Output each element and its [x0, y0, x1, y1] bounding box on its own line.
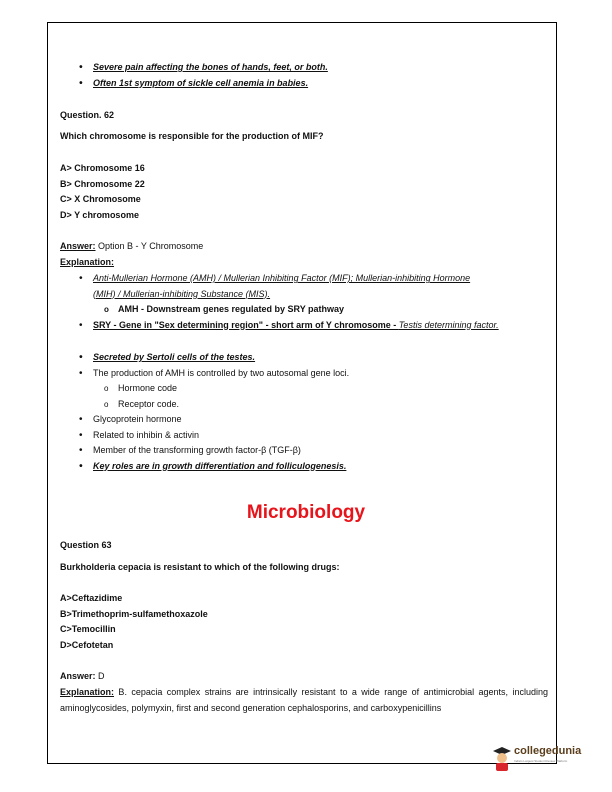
collegedunia-logo[interactable] [492, 745, 592, 775]
top-bullet-list [60, 60, 548, 91]
list-item [60, 318, 548, 334]
question-62-text: Which chromosome is responsible for the production of MIF? [60, 131, 324, 141]
list-item: • Related to inhibin & activin [60, 428, 548, 444]
option-a: A> Chromosome 16 [60, 163, 145, 173]
option-d: D>Cefotetan [60, 639, 114, 650]
question-62-options [60, 161, 548, 223]
answer-62 [60, 239, 548, 255]
explanation-62-label: Explanation: [60, 257, 115, 267]
explanation-text: B. cepacia complex strains are intrinsically resistant to a wide range of antimicrobial agents, including aminoglycosides, polymyxin, first and second generation cephalosporins, and carboxypenicillins [60, 687, 548, 713]
explanation-62-list [60, 271, 548, 333]
answer-value: Option B - Y Chromosome [95, 241, 204, 251]
option-c: C>Temocillin [60, 624, 116, 634]
list-item: • Often 1st symptom of sickle cell anemia in babies. [60, 76, 548, 92]
list-item-text: SRY - Gene in "Sex determining region" - short arm of Y chromosome - [93, 319, 399, 330]
list-item-text: Testis determining factor. [398, 319, 499, 330]
answer-label: Answer: [60, 671, 96, 681]
logo-tagline: India's Largest Student Review Platform [514, 759, 568, 763]
section-title: Microbiology [246, 502, 366, 523]
sub-list-item: o Receptor code. [60, 397, 548, 413]
list-item: • Member of the transforming growth factor-β (TGF-β) [60, 443, 548, 459]
answer-63 [60, 669, 548, 685]
option-b: B>Trimethoprim-sulfamethoxazole [60, 608, 208, 619]
list-item-text: Anti-Mullerian Hormone (AMH) / Mullerian Inhibiting Factor (MIF); Mullerian-inhibiting Hormone [93, 273, 471, 283]
option-b: B> Chromosome 22 [60, 178, 145, 189]
explanation-label: Explanation: [60, 687, 115, 697]
sub-list-item: o AMH - Downstream genes regulated by SRY pathway [60, 302, 548, 318]
option-a: A>Ceftazidime [60, 593, 123, 603]
explanation-63 [60, 685, 548, 716]
question-63-label: Question 63 [60, 540, 112, 550]
answer-label: Answer: [60, 241, 96, 251]
explanation-62-list-2 [60, 350, 548, 474]
list-item: • Key roles are in growth differentiation and folliculogenesis. [60, 459, 548, 475]
option-d: D> Y chromosome [60, 209, 139, 220]
question-63-options [60, 591, 548, 653]
list-item-text: (MIH) / Mullerian-inhibiting Substance (MIS). [93, 288, 271, 299]
sub-list-item: o Hormone code [60, 381, 548, 397]
list-item: • Secreted by Sertoli cells of the testes. [60, 350, 548, 366]
list-item: • Severe pain affecting the bones of hands, feet, or both. [60, 60, 548, 76]
list-item: • Glycoprotein hormone [60, 412, 548, 428]
answer-value: D [95, 671, 105, 681]
list-item: • The production of AMH is controlled by two autosomal gene loci. [60, 366, 548, 382]
question-62-label: Question. 62 [60, 110, 115, 120]
question-63-text: Burkholderia cepacia is resistant to which of the following drugs: [60, 562, 340, 572]
list-item [60, 271, 548, 302]
option-c: C> X Chromosome [60, 194, 141, 204]
logo-name: collegedunia [514, 745, 582, 757]
graduate-icon [492, 745, 512, 771]
